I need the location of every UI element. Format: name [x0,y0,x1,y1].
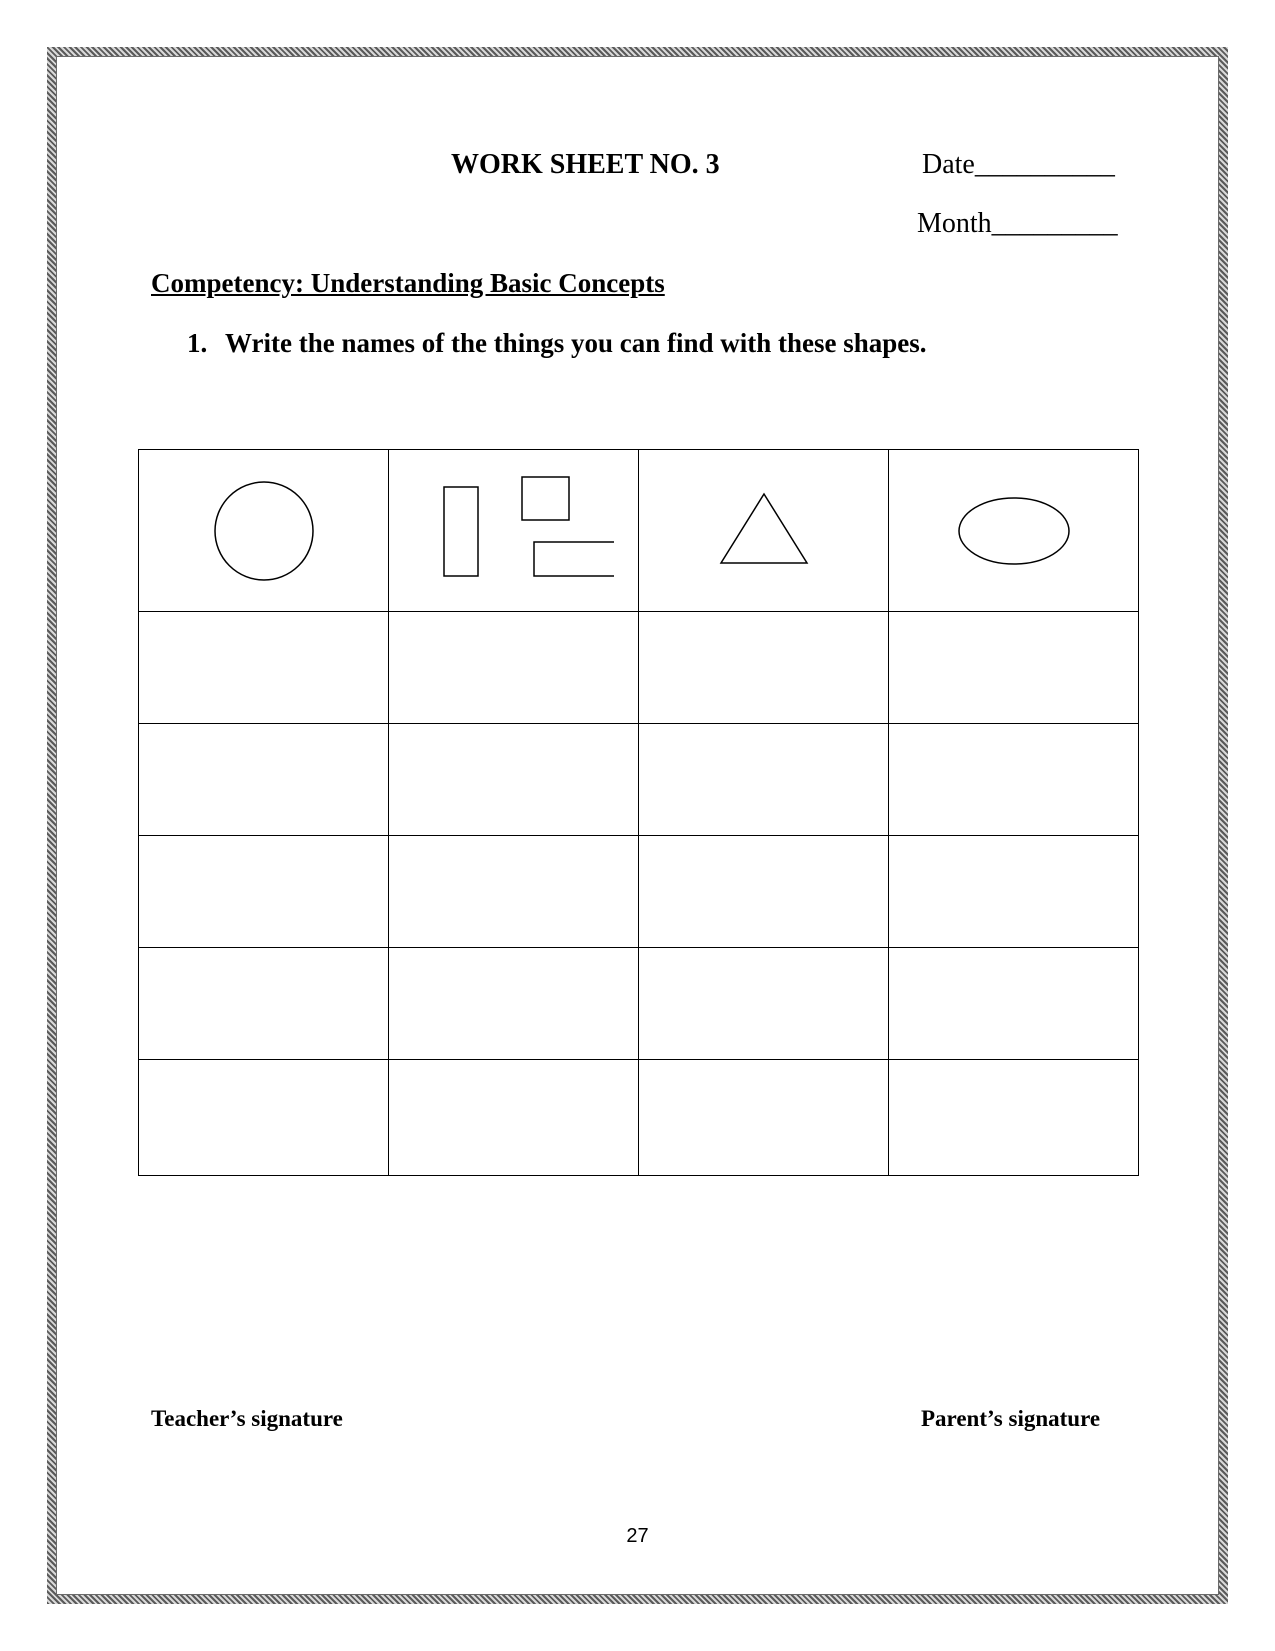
answer-cell[interactable] [139,948,389,1060]
answer-cell[interactable] [389,724,639,836]
answer-cell[interactable] [889,724,1139,836]
shapes-table [138,449,1139,1176]
answer-cell[interactable] [889,612,1139,724]
date-field: Date__________ [922,149,1115,180]
worksheet-title: WORK SHEET NO. 3 [451,149,720,180]
answer-row [139,612,1139,724]
answer-cell[interactable] [639,612,889,724]
question-text: Write the names of the things you can find with these shapes. [225,328,927,358]
answer-cell[interactable] [889,1060,1139,1176]
answer-cell[interactable] [389,948,639,1060]
shape-cell-rectangles [389,450,639,612]
circle-icon [209,476,319,586]
triangle-icon [714,491,814,571]
oval-icon [954,491,1074,571]
page-number: 27 [626,1525,649,1547]
teacher-signature-label: Teacher’s signature [151,1406,343,1431]
answer-cell[interactable] [139,612,389,724]
shapes-header-row [139,450,1139,612]
parent-signature-label: Parent’s signature [921,1406,1101,1431]
answer-cell[interactable] [889,948,1139,1060]
shape-cell-oval [889,450,1139,612]
answer-cell[interactable] [639,836,889,948]
answer-row [139,948,1139,1060]
answer-row [139,724,1139,836]
answer-cell[interactable] [139,836,389,948]
rectangles-icon [414,476,614,586]
shape-cell-triangle [639,450,889,612]
answer-cell[interactable] [639,1060,889,1176]
answer-cell[interactable] [139,1060,389,1176]
answer-cell[interactable] [389,1060,639,1176]
answer-row [139,836,1139,948]
answer-cell[interactable] [389,836,639,948]
month-field: Month_________ [917,208,1118,239]
competency-heading: Competency: Understanding Basic Concepts [151,268,665,298]
answer-row [139,1060,1139,1176]
shape-cell-circle [139,450,389,612]
question-number: 1. [187,328,208,358]
answer-cell[interactable] [639,948,889,1060]
answer-cell[interactable] [139,724,389,836]
question-1 [187,328,927,359]
answer-cell[interactable] [889,836,1139,948]
answer-cell[interactable] [389,612,639,724]
answer-cell[interactable] [639,724,889,836]
